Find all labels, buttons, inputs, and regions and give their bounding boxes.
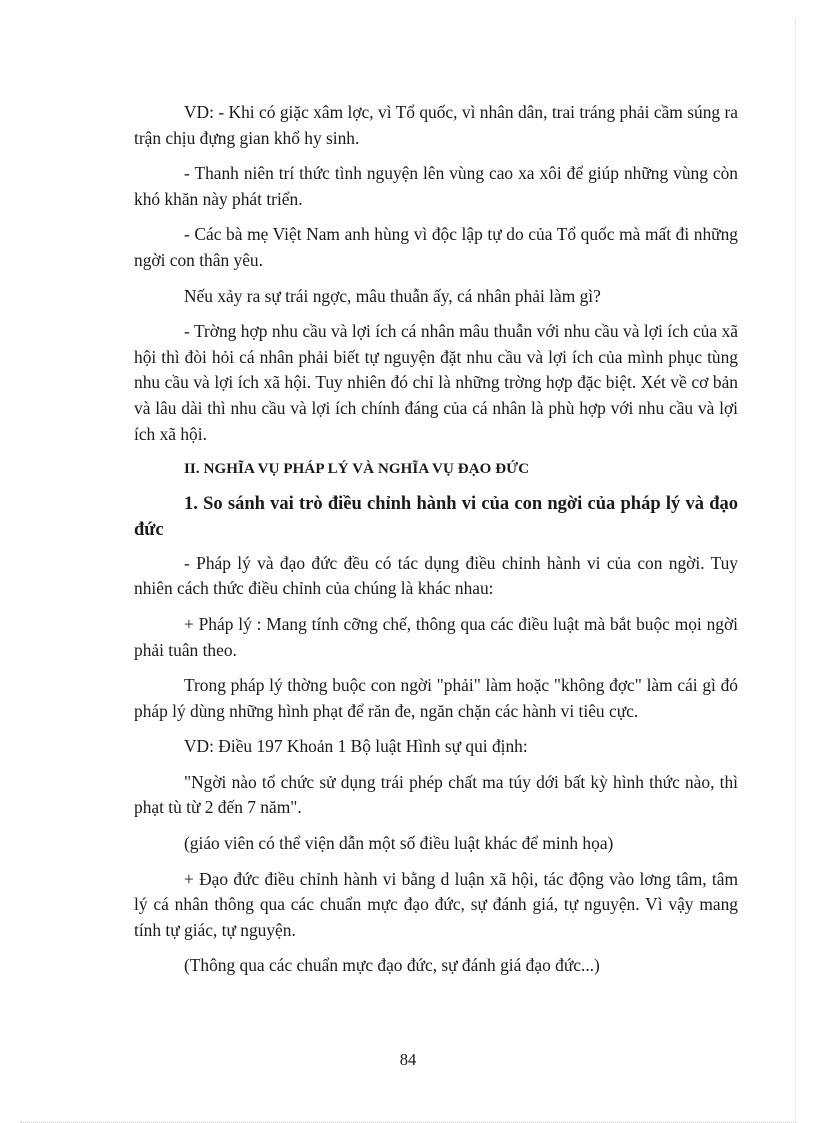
paragraph-example-article: VD: Điều 197 Khoản 1 Bộ luật Hình sự qui định: bbox=[184, 736, 528, 757]
subsection-heading: 1. So sánh vai trò điều chỉnh hành vi của con ngời của pháp lý và đạo đức bbox=[134, 493, 738, 540]
document-body bbox=[134, 100, 738, 989]
paragraph-law-ethics-intro: - Pháp lý và đạo đức đều có tác dụng điều chỉnh hành vi của con ngời. Tuy nhiên cách thức điều chỉnh của chúng là khác nhau: bbox=[134, 552, 738, 599]
paragraph-example-war: VD: - Khi có giặc xâm lợc, vì Tổ quốc, vì nhân dân, trai tráng phải cầm súng ra trận chịu đựng gian khổ hy sinh. bbox=[134, 102, 738, 148]
paragraph-youth-volunteer: - Thanh niên trí thức tình nguyện lên vùng cao xa xôi để giúp những vùng còn khó khăn này phát triển. bbox=[134, 163, 738, 209]
paragraph-article-quote: "Ngời nào tổ chức sử dụng trái phép chất ma túy dới bất kỳ hình thức nào, thì phạt tù từ 2 đến 7 năm". bbox=[134, 771, 738, 818]
page-number: 84 bbox=[399, 1050, 417, 1069]
paragraph-teacher-note: (giáo viên có thể viện dẫn một số điều luật khác để minh họa) bbox=[184, 833, 614, 854]
paragraph-law-punishment: Trong pháp lý thờng buộc con ngời "phải" làm hoặc "không đợc" làm cái gì đó pháp lý dùng những hình phạt để răn đe, ngăn chặn các hành vi tiêu cực. bbox=[134, 675, 738, 721]
paragraph-heroic-mothers: - Các bà mẹ Việt Nam anh hùng vì độc lập tự do của Tổ quốc mà mất đi những ngời con thân yêu. bbox=[134, 224, 738, 270]
section-heading: II. NGHĨA VỤ PHÁP LÝ VÀ NGHĨA VỤ ĐẠO ĐỨC bbox=[184, 461, 530, 478]
paragraph-question: Nếu xảy ra sự trái ngợc, mâu thuẫn ấy, cá nhân phải làm gì? bbox=[184, 285, 601, 306]
paragraph-conflict-case: - Trờng hợp nhu cầu và lợi ích cá nhân mâu thuẫn với nhu cầu và lợi ích của xã hội thì đòi hỏi cá nhân phải biết tự nguyện đặt nhu cầu và lợi ích của mình phục tùng nhu cầu và lợi ích xã hội. Tuy nhiên đó chỉ là những trờng hợp đặc biệt. Xét về cơ bản và lâu dài thì nhu cầu và lợi ích chính đáng của cá nhân là phù hợp với nhu cầu và lợi ích xã hội. bbox=[134, 321, 738, 444]
page-edge-right bbox=[795, 20, 796, 1122]
paragraph-law-coercive: + Pháp lý : Mang tính cỡng chế, thông qua các điều luật mà bắt buộc mọi ngời phải tuân theo. bbox=[134, 613, 738, 660]
paragraph-ethics-note: (Thông qua các chuẩn mực đạo đức, sự đánh giá đạo đức...) bbox=[184, 955, 600, 976]
paragraph-ethics-regulation: + Đạo đức điều chỉnh hành vi bằng d luận xã hội, tác động vào lơng tâm, tâm lý cá nhân thông qua các chuẩn mực đạo đức, sự đánh giá, tự nguyện. Vì vậy mang tính tự giác, tự nguyện. bbox=[134, 868, 738, 940]
